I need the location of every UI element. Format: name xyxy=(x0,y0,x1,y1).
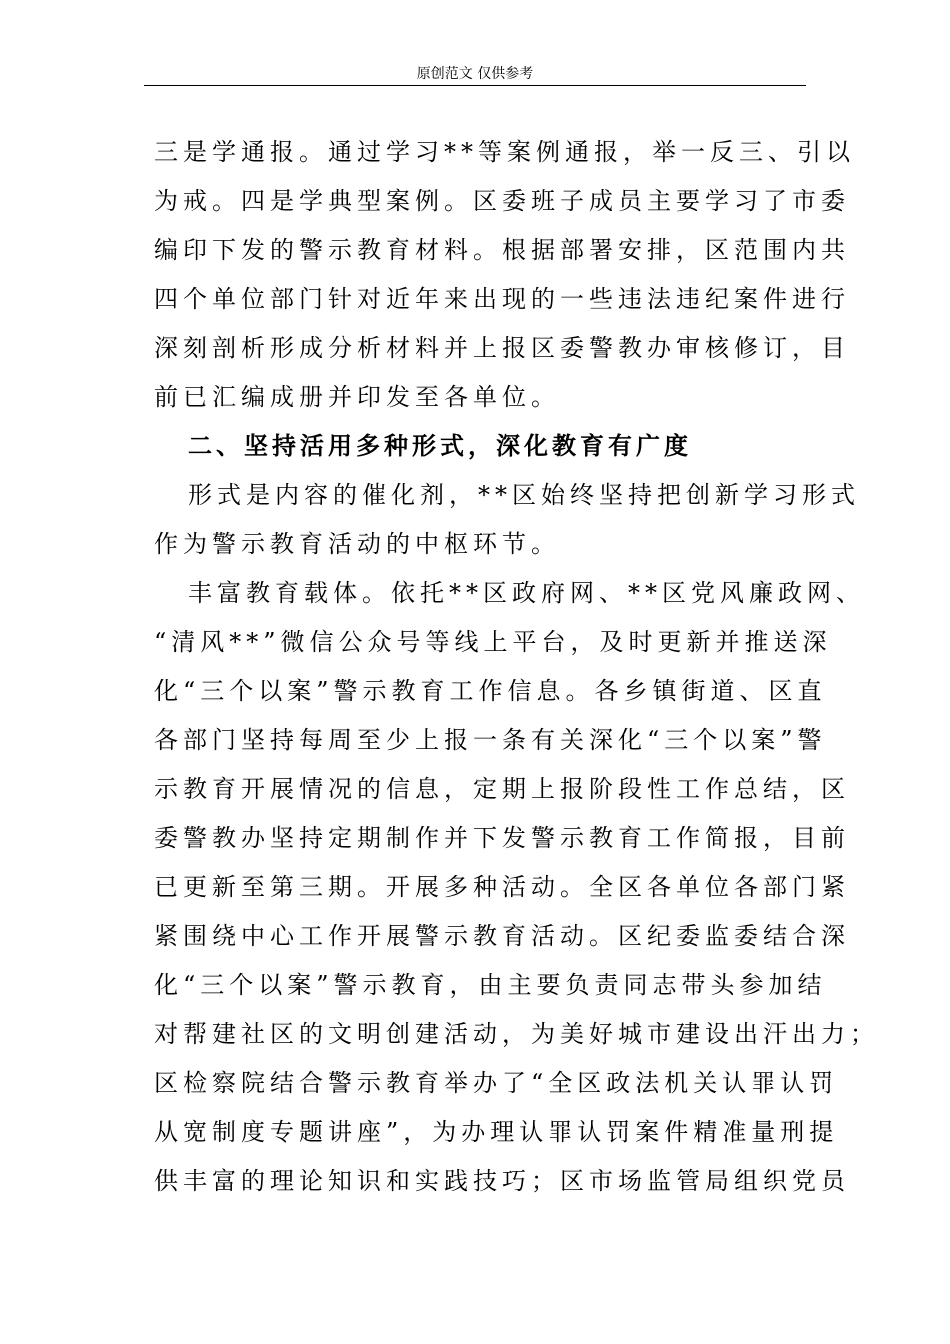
text-line: 紧围绕中心工作开展警示教育活动。区纪委监委结合深 xyxy=(154,922,850,950)
text-line: 四个单位部门针对近年来出现的一些违法违纪案件进行 xyxy=(154,285,850,313)
text-line: 委警教办坚持定期制作并下发警示教育工作简报，目前 xyxy=(154,824,850,852)
text-line: 各部门坚持每周至少上报一条有关深化“三个以案”警 xyxy=(154,726,827,754)
text-line: 供丰富的理论知识和实践技巧；区市场监管局组织党员 xyxy=(154,1167,850,1195)
text-line: 从宽制度专题讲座”，为办理认罪认罚案件精准量刑提 xyxy=(154,1118,839,1146)
text-line: 形式是内容的催化剂，**区始终坚持把创新学习形式 xyxy=(188,481,860,509)
text-line: 为戒。四是学典型案例。区委班子成员主要学习了市委 xyxy=(154,187,850,215)
text-line: 已更新至第三期。开展多种活动。全区各单位各部门紧 xyxy=(154,873,850,901)
text-line: 深刻剖析形成分析材料并上报区委警教办审核修订，目 xyxy=(154,334,850,362)
text-line: 区检察院结合警示教育举办了“全区政法机关认罪认罚 xyxy=(154,1069,839,1097)
text-line: 化“三个以案”警示教育，由主要负责同志带头参加结 xyxy=(154,971,827,999)
text-line: 化“三个以案”警示教育工作信息。各乡镇街道、区直 xyxy=(154,677,827,705)
body-text xyxy=(154,128,879,1206)
text-line: 前已汇编成册并印发至各单位。 xyxy=(154,383,560,411)
page-header: 原创范文 仅供参考 xyxy=(416,66,534,82)
text-line: 三是学通报。通过学习**等案例通报，举一反三、引以 xyxy=(154,138,855,166)
section-heading: 二、坚持活用多种形式，深化教育有广度 xyxy=(188,432,692,460)
text-line: 作为警示教育活动的中枢环节。 xyxy=(154,530,560,558)
text-line: 丰富教育载体。依托**区政府网、**区党风廉政网、 xyxy=(188,579,865,607)
header-divider xyxy=(144,85,806,86)
text-line: 示教育开展情况的信息，定期上报阶段性工作总结，区 xyxy=(154,775,850,803)
text-line: 对帮建社区的文明创建活动，为美好城市建设出汗出力； xyxy=(154,1020,879,1048)
text-line: 编印下发的警示教育材料。根据部署安排，区范围内共 xyxy=(154,236,850,264)
text-line: “清风**”微信公众号等线上平台，及时更新并推送深 xyxy=(154,628,832,656)
